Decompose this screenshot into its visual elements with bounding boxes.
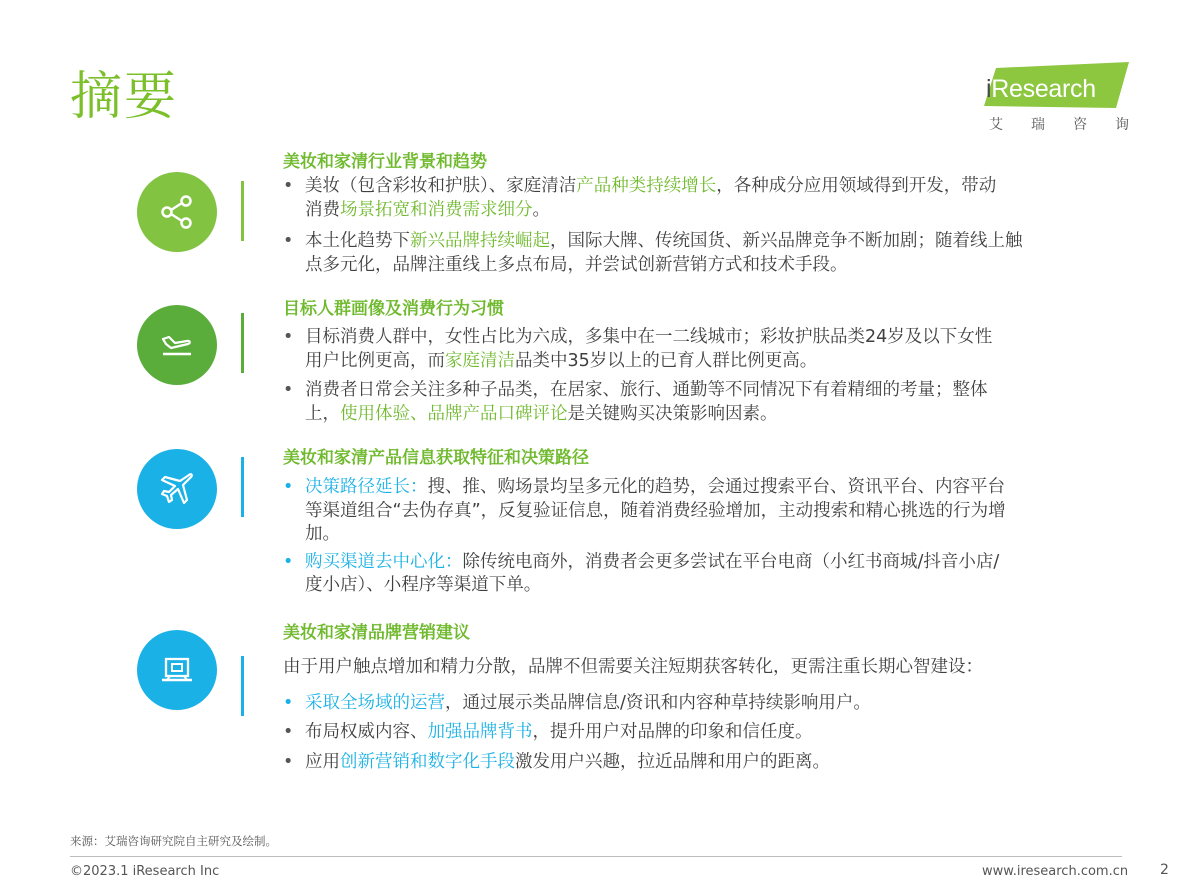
section-divider-bar bbox=[241, 313, 244, 373]
share-icon bbox=[137, 172, 217, 252]
iresearch-logo bbox=[984, 62, 1129, 134]
section-title: 目标人群画像及消费行为习惯 bbox=[283, 299, 504, 319]
section-bullets bbox=[283, 476, 1023, 598]
section-intro: 由于用户触点增加和精力分散，品牌不但需要关注短期获客转化，更需注重长期心智建设： bbox=[283, 657, 983, 677]
list-item: • 购买渠道去中心化：除传统电商外，消费者会更多尝试在平台电商（小红书商城/抖音小店/度小店）、小程序等渠道下单。 bbox=[283, 551, 1005, 598]
section-bullets bbox=[283, 175, 1023, 277]
section-bullets bbox=[283, 326, 1023, 426]
page-number: 2 bbox=[1160, 862, 1169, 878]
list-item: • 目标消费人群中，女性占比为六成，多集中在一二线城市；彩妆护肤品类24岁及以下女性用户比例更高，而家庭清洁品类中35岁以上的已育人群比例更高。 bbox=[283, 326, 1005, 373]
source-note: 来源：艾瑞咨询研究院自主研究及绘制。 bbox=[70, 834, 277, 848]
presentation-icon bbox=[137, 630, 217, 710]
logo-text: iResearch bbox=[986, 75, 1096, 103]
section-title: 美妆和家清行业背景和趋势 bbox=[283, 152, 487, 172]
airplane-icon bbox=[137, 449, 217, 529]
section-title: 美妆和家清品牌营销建议 bbox=[283, 623, 470, 643]
list-item: • 采取全场域的运营，通过展示类品牌信息/资讯和内容种草持续影响用户。 bbox=[283, 692, 1023, 716]
list-item: • 本土化趋势下新兴品牌持续崛起，国际大牌、传统国货、新兴品牌竞争不断加剧；随着线上触点多元化，品牌注重线上多点布局，并尝试创新营销方式和技术手段。 bbox=[283, 230, 1023, 277]
page-title: 摘要 bbox=[70, 67, 179, 127]
list-item: • 消费者日常会关注多种子品类，在居家、旅行、通勤等不同情况下有着精细的考量；整体上，使用体验、品牌产品口碑评论是关键购买决策影响因素。 bbox=[283, 379, 1005, 426]
section-divider-bar bbox=[241, 181, 244, 241]
logo-subtitle: 艾 瑞 咨 询 bbox=[989, 117, 1129, 133]
plane-landing-icon bbox=[137, 305, 217, 385]
website-link[interactable]: www.iresearch.com.cn bbox=[982, 864, 1129, 879]
list-item: • 布局权威内容、加强品牌背书，提升用户对品牌的印象和信任度。 bbox=[283, 721, 1023, 745]
section-divider-bar bbox=[241, 656, 244, 716]
list-item: • 决策路径延长：搜、推、购场景均呈多元化的趋势，会通过搜索平台、资讯平台、内容平台等渠道组合“去伪存真”，反复验证信息，随着消费经验增加，主动搜索和精心挑选的行为增加。 bbox=[283, 476, 1010, 547]
section-divider-bar bbox=[241, 457, 244, 517]
list-item: • 应用创新营销和数字化手段激发用户兴趣，拉近品牌和用户的距离。 bbox=[283, 751, 1023, 775]
footer-divider bbox=[70, 856, 1122, 857]
list-item: • 美妆（包含彩妆和护肤）、家庭清洁产品种类持续增长，各种成分应用领域得到开发，带动消费场景拓宽和消费需求细分。 bbox=[283, 175, 1005, 222]
section-bullets bbox=[283, 656, 1023, 774]
section-title: 美妆和家清产品信息获取特征和决策路径 bbox=[283, 448, 589, 468]
copyright: ©2023.1 iResearch Inc bbox=[70, 864, 220, 879]
